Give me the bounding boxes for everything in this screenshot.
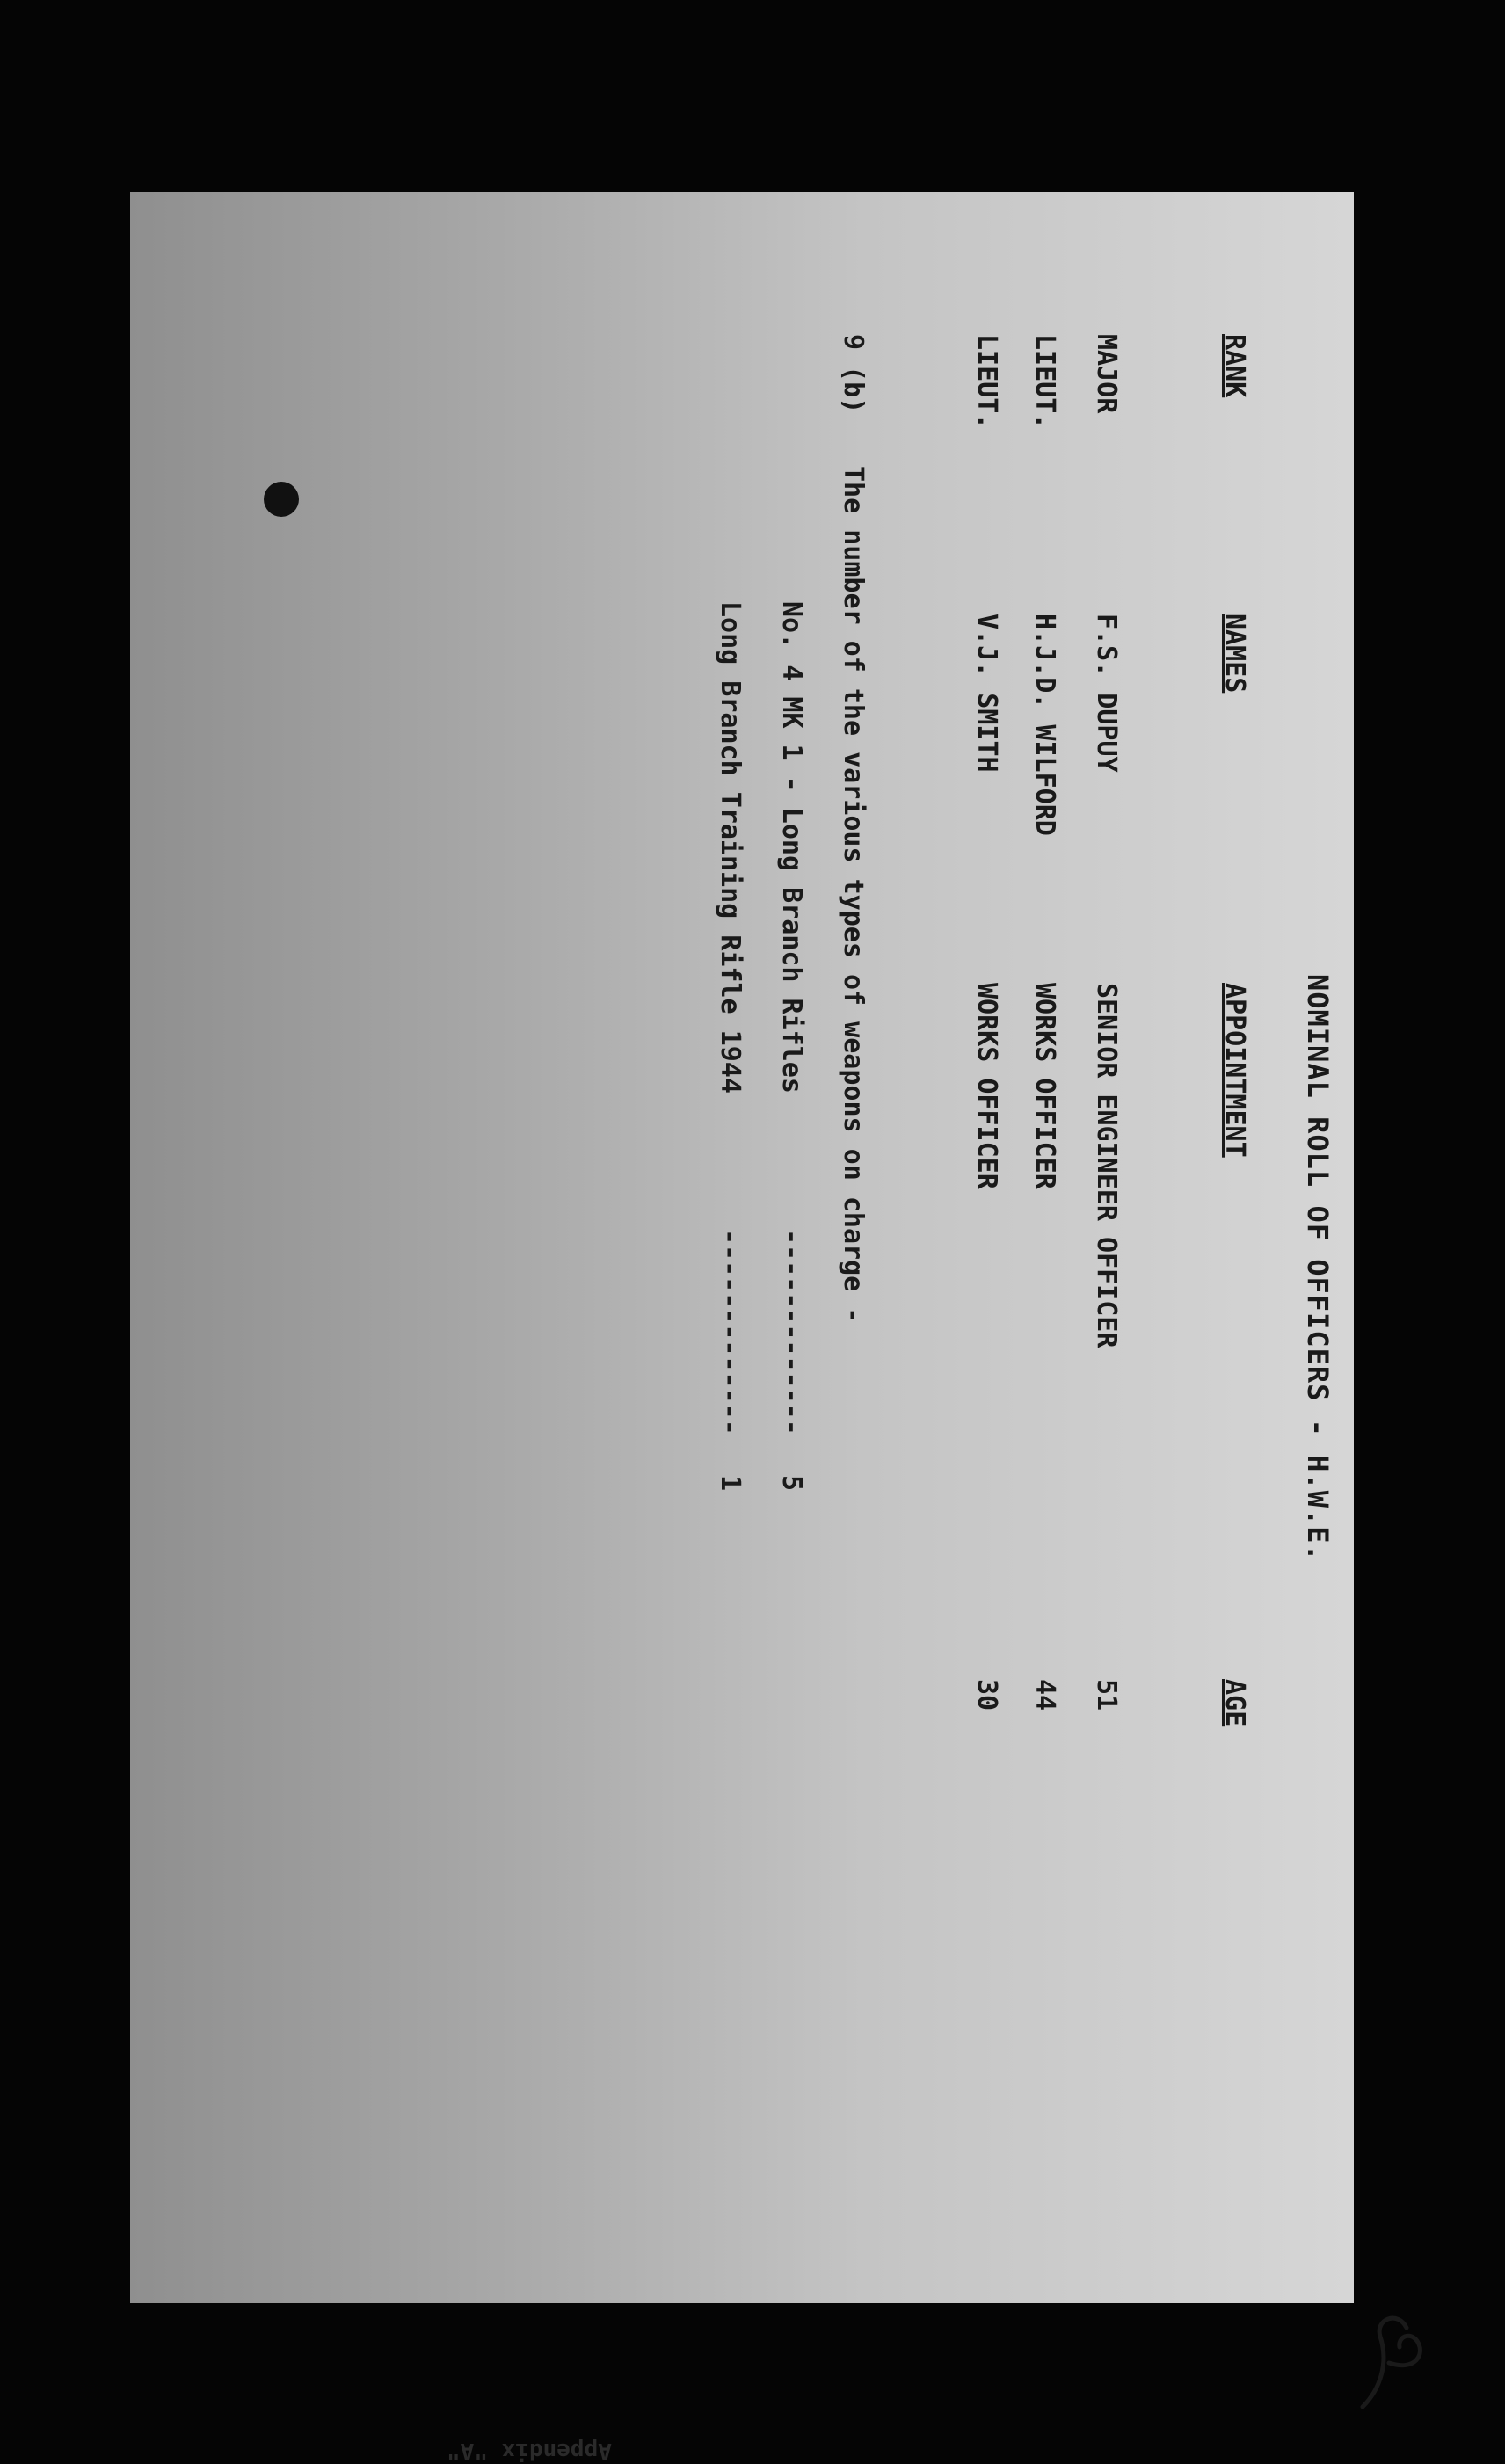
bleedthrough-appendix-label: Appendix "A" [447, 2438, 612, 2464]
header-appointment: APPOINTMENT [1219, 983, 1250, 1158]
row-2-name: H.J.D. WILFORD [1029, 614, 1060, 836]
row-2-appointment: WORKS OFFICER [1029, 983, 1060, 1189]
document-title: NOMINAL ROLL OF OFFICERS - H.W.E. [1301, 974, 1334, 1562]
weapon-1-label: No. 4 MK 1 - Long Branch Rifles [776, 601, 807, 1094]
row-3-rank: LIEUT. [971, 334, 1002, 430]
weapon-2-dashes: ------------- [715, 1229, 745, 1436]
rotated-content [130, 192, 1354, 2303]
weapon-1-dashes: ------------- [776, 1229, 807, 1436]
row-2-rank: LIEUT. [1029, 334, 1060, 430]
document-page [130, 192, 1354, 2464]
header-rank: RANK [1219, 334, 1250, 398]
row-1-appointment: SENIOR ENGINEER OFFICER [1091, 983, 1122, 1348]
row-1-name: F.S. DUPUY [1091, 614, 1122, 773]
header-names: NAMES [1219, 614, 1250, 694]
header-age: AGE [1219, 1679, 1250, 1727]
row-1-rank: MAJOR [1091, 334, 1122, 414]
row-2-age: 44 [1029, 1679, 1060, 1712]
row-3-name: V.J. SMITH [971, 614, 1002, 773]
section-number: 9 (b) [838, 334, 869, 414]
weapon-2-label: Long Branch Training Rifle 1944 [715, 601, 745, 1094]
row-1-age: 51 [1091, 1679, 1122, 1712]
row-3-appointment: WORKS OFFICER [971, 983, 1002, 1189]
row-3-age: 30 [971, 1679, 1002, 1712]
weapon-1-count: 5 [776, 1475, 807, 1492]
weapons-intro: The number of the various types of weapons on charge - [838, 466, 869, 1324]
handwritten-page-number [1354, 2301, 1433, 2416]
weapon-2-count: 1 [715, 1475, 745, 1492]
